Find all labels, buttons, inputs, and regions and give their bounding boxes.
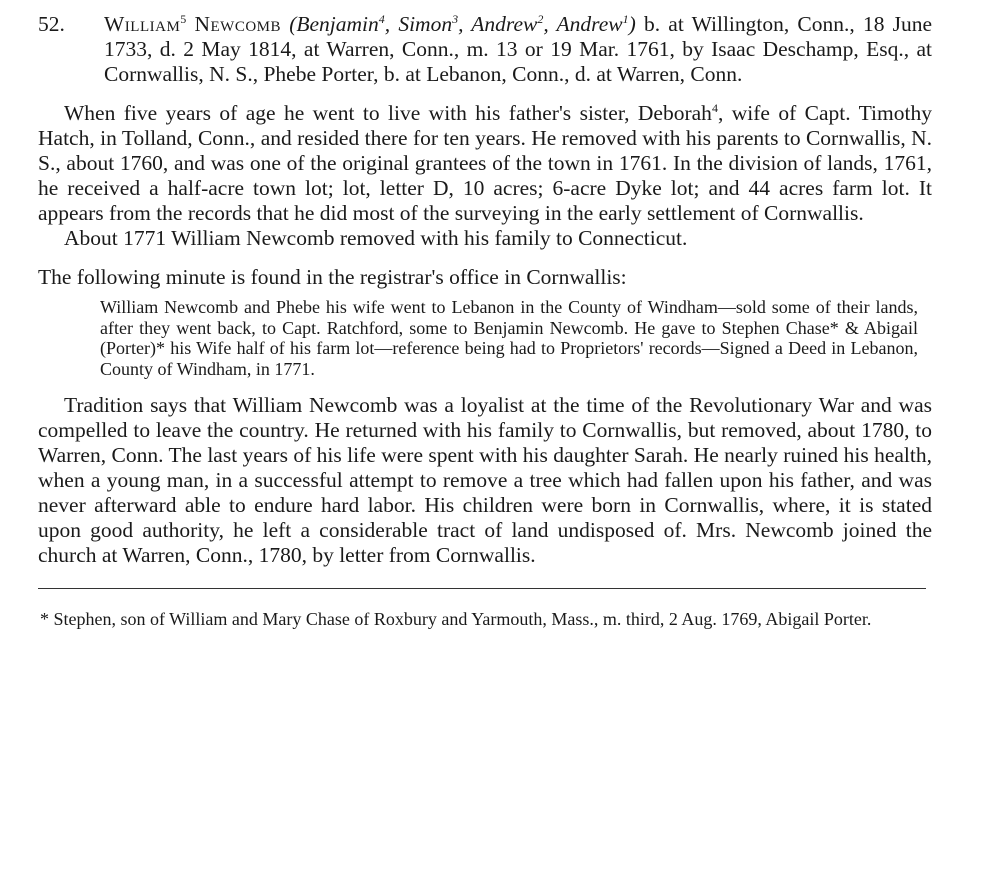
footnote-marker: *	[40, 609, 49, 629]
ancestor-generation: 2	[537, 12, 544, 26]
ancestor-generation: 3	[452, 12, 459, 26]
ancestor-name: Andrew	[556, 12, 623, 36]
paragraph-minute-intro: The following minute is found in the registrar's office in Cornwallis:	[38, 265, 627, 289]
footnote-divider	[38, 588, 926, 589]
ancestor-generation: 1	[622, 12, 629, 26]
paragraph-childhood	[38, 101, 932, 226]
paragraph-childhood-text-a: When five years of age he went to live with his father's sister, Deborah	[64, 101, 712, 125]
document-page	[38, 12, 932, 630]
ancestor-generation: 4	[378, 12, 385, 26]
genealogy-entry	[38, 12, 932, 87]
entry-number: 52.	[38, 12, 65, 36]
footnote-text: Stephen, son of William and Mary Chase of Roxbury and Yarmouth, Mass., m. third, 2 Aug. 1769, Abigail Porter.	[53, 609, 872, 629]
entry-details: b. at Willington, Conn., 18 June 1733, d. 2 May 1814, at Warren, Conn., m. 13 or 19 Mar. 1761, by Isaac Deschamp, Esq., at Cornwallis, N. S., Phebe Porter, b. at Lebanon, Conn., d. at Warren, Conn.	[104, 12, 933, 86]
paragraph-tradition: Tradition says that William Newcomb was a loyalist at the time of the Revolutionary War and was compelled to leave the country. He returned with his family to Cornwallis, but removed, about 1780, to Warren, Conn. The last years of his life were spent with his daughter Sarah. He nearly ruined his health, when a young man, in a successful attempt to remove a tree which had fallen upon his father, and was never afterward able to endure hard labor. His children were born in Cornwallis, where, it is stated upon good authority, he left a considerable tract of land undisposed of. Mrs. Newcomb joined the church at Warren, Conn., 1780, by letter from Cornwallis.	[38, 393, 932, 567]
ancestor-name: Andrew	[471, 12, 538, 36]
entry-name-last: Newcomb	[194, 12, 281, 36]
entry-ancestry: (Benjamin$^4$, Simon$^3$, Andrew$^2$, Andrew$^1$)	[289, 12, 636, 36]
ancestor-name: Simon	[398, 12, 453, 36]
ancestor-name: Benjamin	[296, 12, 379, 36]
entry-name-first: William	[104, 12, 181, 36]
paragraph-childhood-text-b: , wife of Capt. Timothy Hatch, in Tolland, Conn., and resided there for ten years. He removed with his parents to Cornwallis, N. S., about 1760, and was one of the original grantees of the town in 1761. In the division of lands, 1761, he received a half-acre town lot; lot, letter D, 10 acres; 6-acre Dyke lot; and 44 acres farm lot. It appears from the records that he did most of the surveying in the early settlement of Cornwallis.	[38, 101, 932, 225]
footnote	[38, 609, 932, 630]
entry-name-generation: 5	[180, 12, 187, 26]
deborah-generation: 4	[711, 101, 718, 115]
registrar-minute-quote: William Newcomb and Phebe his wife went to Lebanon in the County of Windham—sold some of their lands, after they went back, to Capt. Ratchford, some to Benjamin Newcomb. He gave to Stephen Chase* & Abigail (Porter)* his Wife half of his farm lot—reference being had to Proprietors' records—Signed a Deed in Lebanon, County of Windham, in 1771.	[100, 297, 918, 379]
paragraph-removal: About 1771 William Newcomb removed with his family to Connecticut.	[64, 226, 688, 250]
